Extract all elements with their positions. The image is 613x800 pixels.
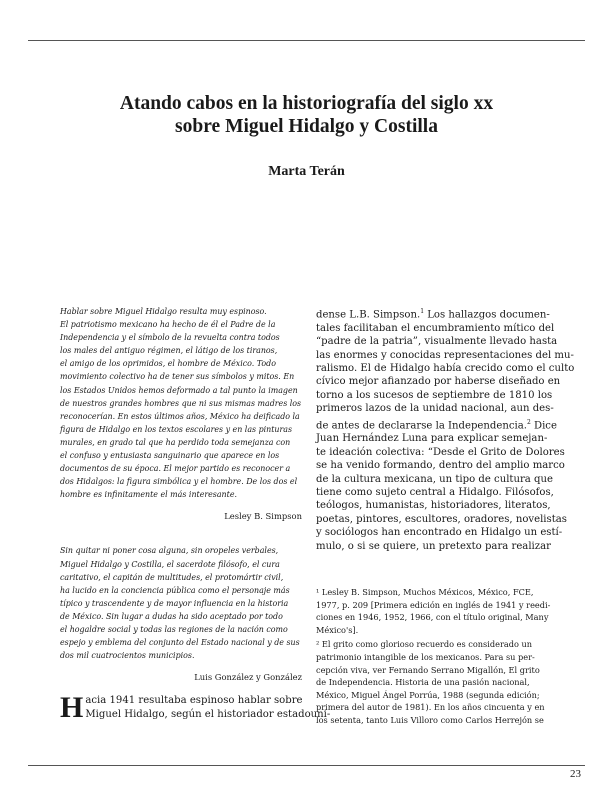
body-line: acia 1941 resultaba espinoso hablar sobre <box>85 695 303 707</box>
body-paragraph-continued <box>316 305 575 553</box>
epigraph-simpson <box>60 305 302 501</box>
body-line: de antes de declararse la Independencia.$^2$ Dice <box>316 418 557 431</box>
epigraph-line: ha lucido en la conciencia pública como el personaje más <box>60 585 290 595</box>
body-line: de la cultura mexicana, un tipo de cultura que <box>316 473 553 485</box>
body-paragraph-start <box>60 691 331 725</box>
body-line: Juan Hernández Luna para explicar semejan- <box>316 433 548 445</box>
body-line: “padre de la patria”, visualmente llevado hasta <box>316 336 558 348</box>
footnote-ref-1[interactable]: 1 <box>420 308 425 315</box>
top-rule <box>28 40 585 41</box>
epigraph-line: típico y trascendente y de mayor influencia en la historia <box>60 598 289 608</box>
body-line: torno a los sucesos de septiembre de 1810 los <box>316 389 553 401</box>
body-line: poetas, pintores, escultores, oradores, novelistas <box>316 513 567 525</box>
body-line: primeros lazos de la unidad nacional, aun des- <box>316 403 554 415</box>
title-line-2: sobre Miguel Hidalgo y Costilla <box>175 116 438 137</box>
footnote-line: México, Miguel Ángel Porrúa, 1988 (segunda edición; <box>316 689 540 700</box>
epigraph-line: de México. Sin lugar a dudas ha sido aceptado por todo <box>60 611 283 621</box>
epigraph-line: el hogaldre social y todas las regiones de la nación como <box>60 624 288 634</box>
epigraph-line: Miguel Hidalgo y Costilla, el sacerdote filósofo, el cura <box>60 559 280 569</box>
epigraph-line: caritativo, el capitán de multitudes, el protomártir civil, <box>60 572 284 582</box>
footnote-line: patrimonio intangible de los mexicanos. Para su per- <box>316 652 535 662</box>
footnote-line: México's]. <box>316 624 359 635</box>
epigraph-line: los males del antiguo régimen, el látigo de los tiranos, <box>60 346 278 356</box>
footnote-line: 1977, p. 209 [Primera edición en inglés de 1941 y reedi- <box>316 599 551 610</box>
page-number: 23 <box>570 768 581 780</box>
epigraph-line: Sin quitar ni poner cosa alguna, sin oropeles verbales, <box>60 546 279 556</box>
footnote-line: ² El grito como glorioso recuerdo es considerado un <box>316 639 533 650</box>
body-line: tiene como sujeto central a Hidalgo. Filósofos, <box>316 487 554 498</box>
body-line: se ha venido formando, dentro del amplio marco <box>316 460 565 472</box>
epigraph-line: Hablar sobre Miguel Hidalgo resulta muy espinoso. <box>60 307 267 316</box>
epigraph-line: los Estados Unidos hemos deformado a tal punto la imagen <box>60 385 298 395</box>
footnote-2 <box>316 638 565 726</box>
epigraph-line: dos mil cuatrocientos municipios. <box>60 651 195 661</box>
epigraph-gonzalez <box>60 544 302 662</box>
left-column <box>60 305 331 725</box>
article-title <box>40 92 573 138</box>
footnote-line: ciones en 1946, 1952, 1966, con el título original, Many <box>316 612 549 623</box>
title-line-1: Atando cabos en la historiografía del siglo xx <box>119 93 494 114</box>
body-line: ralismo. El de Hidalgo había crecido como el culto <box>316 362 575 374</box>
bottom-rule <box>28 765 585 766</box>
epigraph-line: El patriotismo mexicano ha hecho de él el Padre de la <box>60 320 276 330</box>
body-line: teólogos, humanistas, historiadores, literatos, <box>316 500 551 512</box>
epigraph-line: el confuso y entusiasta sanguinario que aparece en los <box>60 451 280 461</box>
author-name: Marta Terán <box>268 164 345 179</box>
epigraph-line: reconocerían. En estos últimos años, México ha deificado la <box>60 411 300 421</box>
footnote-line: ¹ Lesley B. Simpson, Muchos Méxicos, México, FCE, <box>316 587 534 598</box>
footnote-line: los setenta, tanto Luis Villoro como Carlos Herrejón se <box>316 714 544 725</box>
right-column <box>316 305 575 727</box>
body-line: mulo, o si se quiere, un pretexto para realizar <box>316 540 551 552</box>
epigraph-line: movimiento colectivo ha de tener sus símbolos y mitos. En <box>60 372 295 382</box>
footnote-1 <box>316 586 565 636</box>
epigraph-line: murales, en grado tal que ha perdido toda semejanza con <box>60 437 291 447</box>
epigraph-signature-gonzalez: Luis González y González <box>194 672 302 683</box>
epigraph-line: Independencia y el símbolo de la revuelta contra todos <box>60 333 280 343</box>
epigraph-line: dos Hidalgos: la figura simbólica y el hombre. De los dos el <box>60 477 298 487</box>
body-line: tales facilitaban el encumbramiento mítico del <box>316 322 555 334</box>
epigraph-line: el amigo de los oprimidos, el hombre de México. Todo <box>60 359 276 369</box>
epigraph-line: de nuestros grandes hombres que ni sus mismas madres los <box>60 398 302 408</box>
epigraph-line: documentos de su época. El mejor partido es reconocer a <box>60 464 291 474</box>
body-line: y sociólogos han encontrado en Hidalgo un estí- <box>316 527 563 539</box>
body-line: dense L.B. Simpson.$^1$ Los hallazgos documen- <box>316 308 550 321</box>
footnote-line: cepción viva, ver Fernando Serrano Migallón, El grito <box>316 664 540 675</box>
footnote-line: de Independencia. Historia de una pasión nacional, <box>316 677 530 688</box>
epigraph-signature-simpson: Lesley B. Simpson <box>224 511 302 522</box>
epigraph-line: figura de Hidalgo en los textos escolares y en las pinturas <box>60 424 293 434</box>
body-line: cívico mejor afianzado por haberse diseñado en <box>316 376 561 388</box>
footnote-ref-2[interactable]: 2 <box>526 418 531 426</box>
body-line: Miguel Hidalgo, según el historiador estadouni- <box>85 708 331 720</box>
body-line: te ideación colectiva: “Desde el Grito de Dolores <box>316 446 565 458</box>
footnote-line: primera del autor de 1981). En los años cincuenta y en <box>316 702 545 713</box>
epigraph-line: espejo y emblema del conjunto del Estado nacional y de sus <box>60 638 300 648</box>
epigraph-line: hombre es infinitamente el más interesante. <box>60 490 237 500</box>
drop-cap: H <box>60 691 84 725</box>
body-line: las enormes y conocidas representaciones del mu- <box>316 349 574 361</box>
